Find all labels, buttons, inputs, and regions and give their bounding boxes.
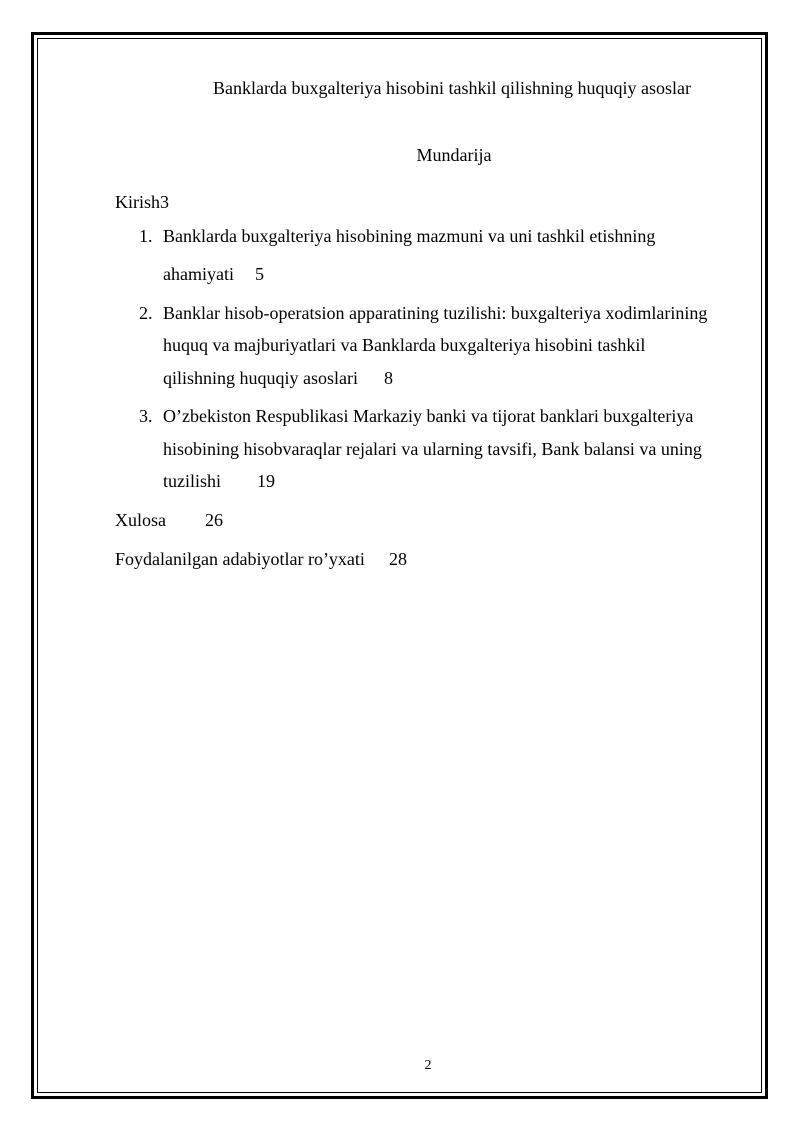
toc-item-page: 5 — [254, 264, 264, 284]
page-number: 2 — [424, 1058, 432, 1073]
toc-item-line: Banklar hisob-operatsion apparatining tuzilishi: buxgalteriya xodimlarining — [163, 303, 708, 323]
toc-item-last-line — [163, 471, 275, 491]
toc-entry-page: 28 — [388, 549, 407, 569]
toc-item-number: 2. — [139, 303, 153, 323]
toc-item-line: qilishning huquqiy asoslari — [163, 368, 358, 388]
toc-entry-conclusion — [115, 510, 223, 530]
toc-entry-label: Foydalanilgan adabiyotlar ro’yxati — [115, 549, 365, 569]
toc-item-last-line — [163, 264, 264, 284]
toc-item-line: ahamiyati — [163, 264, 234, 284]
toc-item-line: O’zbekiston Respublikasi Markaziy banki va tijorat banklari buxgalteriya — [163, 406, 694, 426]
document-title: Banklarda buxgalteriya hisobini tashkil qilishning huquqiy asoslar — [213, 78, 691, 98]
toc-heading: Mundarija — [416, 145, 492, 165]
toc-item-line: Banklarda buxgalteriya hisobining mazmuni va uni tashkil etishning — [163, 226, 656, 246]
toc-item-number: 3. — [139, 406, 153, 426]
toc-item-line: huquq va majburiyatlari va Banklarda buxgalteriya hisobini tashkil — [163, 335, 646, 355]
toc-item-line: tuzilishi — [163, 471, 221, 491]
toc-item-last-line — [163, 368, 393, 388]
toc-entry-page: 26 — [205, 510, 223, 530]
toc-entry-references — [115, 549, 407, 569]
toc-item-page: 19 — [257, 471, 275, 491]
toc-item-page: 8 — [384, 368, 393, 388]
toc-item-number: 1. — [139, 226, 153, 246]
toc-entry-intro — [115, 192, 169, 212]
toc-item-line: hisobining hisobvaraqlar rejalari va ularning tavsifi, Bank balansi va uning — [163, 439, 702, 459]
toc-entry-label: Kirish — [115, 192, 160, 212]
toc-entry-page: 3 — [160, 192, 169, 212]
toc-entry-label: Xulosa — [115, 510, 166, 530]
